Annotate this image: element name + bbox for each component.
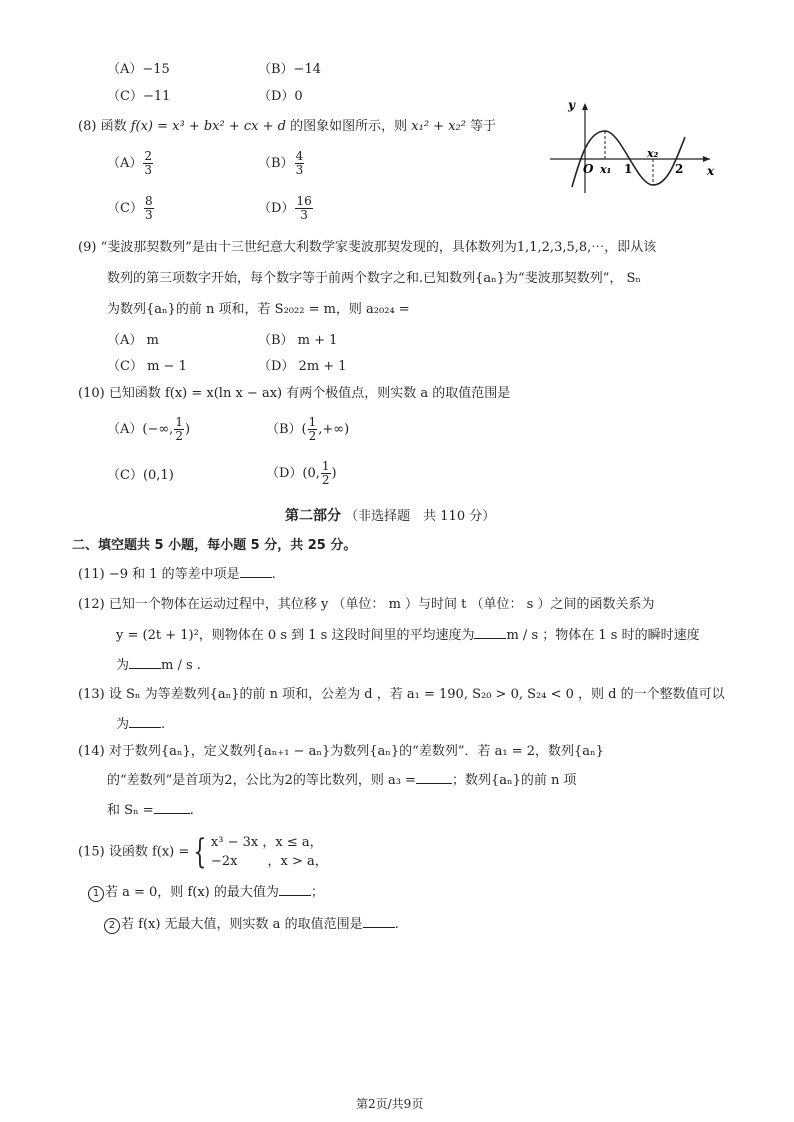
q8-option-b-label: （B） — [258, 156, 294, 171]
q13-answer-blank — [129, 716, 161, 728]
q15-case-2: −2x ，x > a， — [210, 854, 328, 869]
q10-number: (10) — [78, 386, 105, 401]
q8-expression: x₁² + x₂² — [411, 119, 466, 134]
q8-option-c-fraction — [144, 195, 154, 222]
q8-d-numerator: 16 — [296, 194, 312, 208]
q9-line-2: 数列的第三项数字开始，每个数字等于前两个数字之和.已知数列{aₙ}为“斐波那契数列”， Sₙ — [107, 271, 642, 286]
q10-d-pre: （D）(0, — [266, 466, 320, 481]
q13-text-1: 设 Sₙ 为等差数列{aₙ}的前 n 项和，公差为 d ，若 a₁ = 190, S₂₀ > 0, S₂₄ < 0 ，则 d 的一个整数值可以 — [108, 687, 725, 702]
q7-option-d: （D）0 — [258, 89, 303, 104]
q11-answer-blank — [240, 566, 272, 578]
q14-number: (14) — [78, 744, 105, 759]
q15-sub-1-end: ； — [310, 885, 324, 900]
q11-end: . — [271, 567, 276, 582]
q10-a-fraction — [174, 416, 184, 443]
q14-text-2a: 的“差数列”是首项为2，公比为2的等比数列，则 a₃ = — [107, 773, 416, 788]
q9-number: (9) — [78, 240, 97, 255]
q12-answer-blank-1 — [474, 627, 506, 639]
q15-circle-2-icon: 2 — [104, 918, 120, 934]
section-2-heading: 二、填空题共 5 小题，每小题 5 分，共 25 分。 — [72, 538, 357, 553]
q12-number: (12) — [78, 597, 105, 612]
q15-sub-1-text: 若 a = 0，则 f(x) 的最大值为 — [105, 885, 279, 900]
q9-option-d: （D） 2m + 1 — [258, 359, 347, 374]
q9-line-1 — [78, 240, 656, 256]
tick-1-label: 1 — [624, 162, 633, 176]
part2-subtitle: （非选择题 共 110 分） — [345, 509, 496, 524]
q13-text-2a: 为 — [116, 717, 130, 732]
q8-function-graph — [545, 95, 720, 195]
y-axis-arrow-icon — [582, 103, 588, 110]
q12-line-2 — [116, 627, 700, 644]
q15-answer-blank-1 — [279, 884, 311, 896]
q8-text-post: 等于 — [470, 119, 497, 134]
q8-a-denominator: 3 — [144, 163, 153, 177]
q14-text-2b: ；数列{aₙ}的前 n 项 — [451, 773, 577, 788]
q10-option-b — [266, 416, 349, 443]
q9-text-1: “斐波那契数列”是由十三世纪意大利数学家斐波那契发现的，具体数列为1,1,2,3,5,8,⋯，即从该 — [100, 240, 657, 255]
q10-text: 已知函数 f(x) = x(ln x − ax) 有两个极值点，则实数 a 的取值范围是 — [108, 386, 511, 401]
q11 — [78, 566, 276, 583]
q15-case-1: x³ − 3x ，x ≤ a， — [210, 835, 323, 850]
q13-text-2b: . — [161, 717, 166, 732]
q14-text-3b: . — [189, 803, 194, 818]
q15-circle-1-icon: 1 — [88, 886, 104, 902]
q10-option-d — [266, 460, 337, 487]
q10-b-pre: （B）( — [266, 422, 307, 437]
q8-d-denominator: 3 — [300, 208, 308, 222]
q10-b-numerator: 1 — [308, 415, 317, 429]
q10-b-denominator: 2 — [308, 429, 317, 443]
q10-option-c: （C）(0,1) — [107, 468, 174, 483]
q10-option-a — [107, 416, 190, 443]
q8-option-c — [107, 195, 155, 222]
q8-number: (8) — [78, 119, 97, 134]
q15-left-brace: { — [193, 832, 207, 872]
q12-line-3 — [116, 657, 201, 674]
x1-label: x₁ — [600, 163, 612, 176]
q15-stem — [78, 833, 328, 872]
q8-option-d-fraction — [295, 195, 312, 222]
q14-text-3a: 和 Sₙ = — [107, 803, 154, 818]
part2-heading — [285, 508, 495, 525]
q14-line-2 — [107, 772, 577, 789]
q13-number: (13) — [78, 687, 105, 702]
q8-option-a — [107, 150, 154, 177]
q8-option-c-label: （C） — [107, 201, 143, 216]
q11-number: (11) — [78, 567, 105, 582]
q8-a-numerator: 2 — [144, 149, 153, 163]
q8-stem — [78, 119, 496, 135]
x-axis-label: x — [707, 164, 715, 178]
q8-c-numerator: 8 — [144, 194, 153, 208]
q10-b-post: ,+∞) — [318, 422, 350, 437]
q10-stem — [78, 386, 510, 402]
q10-a-denominator: 2 — [175, 429, 183, 443]
q9-option-a: （A） m — [107, 333, 159, 348]
q8-function: f(x) = x³ + bx² + cx + d — [130, 119, 286, 134]
q12-text-2a: y = (2t + 1)²，则物体在 0 s 到 1 s 这段时间里的平均速度为 — [116, 628, 475, 643]
q7-option-b: （B）−14 — [258, 62, 321, 77]
q12-text-3b: m / s . — [161, 658, 201, 673]
q7-option-a: （A）−15 — [107, 62, 170, 77]
tick-2-label: 2 — [675, 162, 684, 176]
q8-option-b — [258, 150, 305, 177]
q8-option-d — [258, 195, 314, 222]
q8-b-numerator: 4 — [295, 149, 304, 163]
q10-d-post: ) — [331, 466, 337, 481]
q8-option-d-label: （D） — [258, 201, 295, 216]
q8-option-a-label: （A） — [107, 156, 143, 171]
q9-option-c: （C） m − 1 — [107, 359, 187, 374]
q14-line-1 — [78, 744, 604, 760]
q15-answer-blank-2 — [363, 916, 395, 928]
q10-d-numerator: 1 — [321, 459, 330, 473]
q9-option-b: （B） m + 1 — [258, 333, 338, 348]
q15-sub-1 — [88, 884, 324, 902]
q8-option-a-fraction — [143, 150, 153, 177]
q14-text-1: 对于数列{aₙ}，定义数列{aₙ₊₁ − aₙ}为数列{aₙ}的“差数列”．若 a₁ = 2，数列{aₙ} — [108, 744, 604, 759]
part2-title: 第二部分 — [285, 508, 341, 524]
q10-a-post: ) — [184, 422, 191, 437]
origin-label: O — [583, 162, 594, 176]
q12-line-1 — [78, 597, 654, 613]
q15-number: (15) — [78, 844, 105, 860]
q12-text-1: 已知一个物体在运动过程中，其位移 y （单位： m ）与时间 t （单位： s ）之间的函数关系为 — [108, 597, 655, 612]
q15-sub-2-text: 若 f(x) 无最大值，则实数 a 的取值范围是 — [121, 917, 363, 932]
q12-answer-blank-2 — [129, 657, 161, 669]
q13-line-2 — [116, 716, 165, 733]
q10-a-numerator: 1 — [175, 415, 183, 429]
q14-answer-blank-1 — [416, 772, 452, 784]
q15-sub-2 — [104, 916, 399, 934]
q8-text-pre: 函数 — [100, 119, 127, 134]
q10-d-fraction — [321, 460, 331, 487]
q8-b-denominator: 3 — [295, 163, 304, 177]
q8-option-b-fraction — [295, 150, 305, 177]
page-footer: 第2页/共9页 — [356, 1097, 424, 1111]
q14-answer-blank-2 — [154, 802, 190, 814]
q9-line-3: 为数列{aₙ}的前 n 项和，若 S₂₀₂₂ = m，则 a₂₀₂₄ = — [107, 302, 410, 317]
q15-text-pre: 设函数 f(x) = — [108, 844, 190, 860]
q8-text-mid: 的图象如图所示，则 — [290, 119, 408, 134]
q10-d-denominator: 2 — [321, 473, 330, 487]
y-axis-label: y — [568, 98, 575, 112]
x-axis-arrow-icon — [703, 156, 710, 162]
q13-line-1 — [78, 687, 725, 703]
q12-text-2b: m / s ；物体在 1 s 时的瞬时速度 — [506, 628, 700, 643]
q12-text-3a: 为 — [116, 658, 130, 673]
q10-a-pre: （A）(−∞, — [107, 422, 174, 437]
q8-c-denominator: 3 — [144, 208, 153, 222]
q14-line-3 — [107, 802, 194, 819]
q11-text: −9 和 1 的等差中项是 — [108, 567, 240, 582]
q15-piecewise — [211, 833, 328, 871]
q15-sub-2-end: . — [394, 917, 399, 932]
q7-option-c: （C）−11 — [107, 89, 171, 104]
x2-label: x₂ — [647, 147, 659, 160]
q10-b-fraction — [308, 416, 318, 443]
